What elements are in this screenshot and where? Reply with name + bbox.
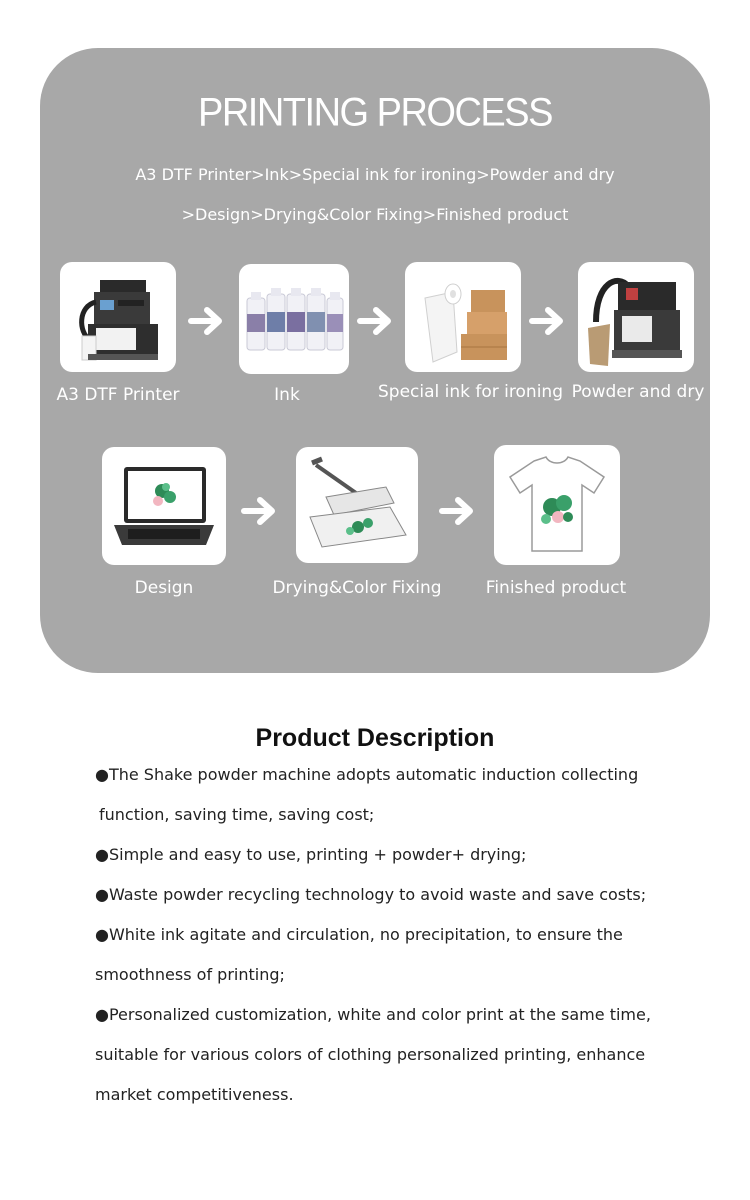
step-card-film bbox=[405, 262, 521, 372]
process-title: PRINTING PROCESS bbox=[198, 90, 552, 136]
tshirt-icon bbox=[494, 445, 620, 565]
process-flow-line-1: A3 DTF Printer>Ink>Special ink for ironing>Powder and dry bbox=[135, 165, 615, 184]
description-line: ●The Shake powder machine adopts automatic induction collecting bbox=[95, 765, 639, 784]
step-label-printer: A3 DTF Printer bbox=[56, 385, 180, 405]
arrow-right-icon bbox=[356, 305, 396, 337]
ink-bottles-icon bbox=[239, 264, 349, 374]
description-line: suitable for various colors of clothing personalized printing, enhance bbox=[95, 1045, 646, 1064]
step-card-printer bbox=[60, 262, 176, 372]
process-flow-line-2: >Design>Drying&Color Fixing>Finished product bbox=[181, 205, 569, 224]
step-card-powder bbox=[578, 262, 694, 372]
step-card-design bbox=[102, 447, 226, 565]
arrow-right-icon bbox=[187, 305, 227, 337]
heat-press-icon bbox=[296, 447, 418, 563]
product-description-title: Product Description bbox=[255, 724, 495, 752]
laptop-icon bbox=[102, 447, 226, 565]
step-label-film: Special ink for ironing bbox=[378, 382, 563, 402]
step-card-finished bbox=[494, 445, 620, 565]
step-card-ink bbox=[239, 264, 349, 374]
arrow-right-icon bbox=[528, 305, 568, 337]
description-line: ●Simple and easy to use, printing + powder+ drying; bbox=[95, 845, 527, 864]
step-card-heat-press bbox=[296, 447, 418, 563]
description-line: ●Waste powder recycling technology to avoid waste and save costs; bbox=[95, 885, 647, 904]
description-line: ●Personalized customization, white and color print at the same time, bbox=[95, 1005, 651, 1024]
arrow-right-icon bbox=[438, 495, 478, 527]
description-line: market competitiveness. bbox=[95, 1085, 294, 1104]
description-line: smoothness of printing; bbox=[95, 965, 285, 984]
description-line: ●White ink agitate and circulation, no precipitation, to ensure the bbox=[95, 925, 623, 944]
film-roll-icon bbox=[405, 262, 521, 372]
step-label-finished: Finished product bbox=[485, 578, 627, 598]
step-label-heat-press: Drying&Color Fixing bbox=[272, 578, 442, 598]
step-label-powder: Powder and dry bbox=[571, 382, 705, 402]
arrow-right-icon bbox=[240, 495, 280, 527]
step-label-design: Design bbox=[134, 578, 194, 598]
step-label-ink: Ink bbox=[274, 385, 300, 405]
description-line: function, saving time, saving cost; bbox=[99, 805, 375, 824]
powder-shaker-icon bbox=[578, 262, 694, 372]
printer-icon bbox=[60, 262, 176, 372]
